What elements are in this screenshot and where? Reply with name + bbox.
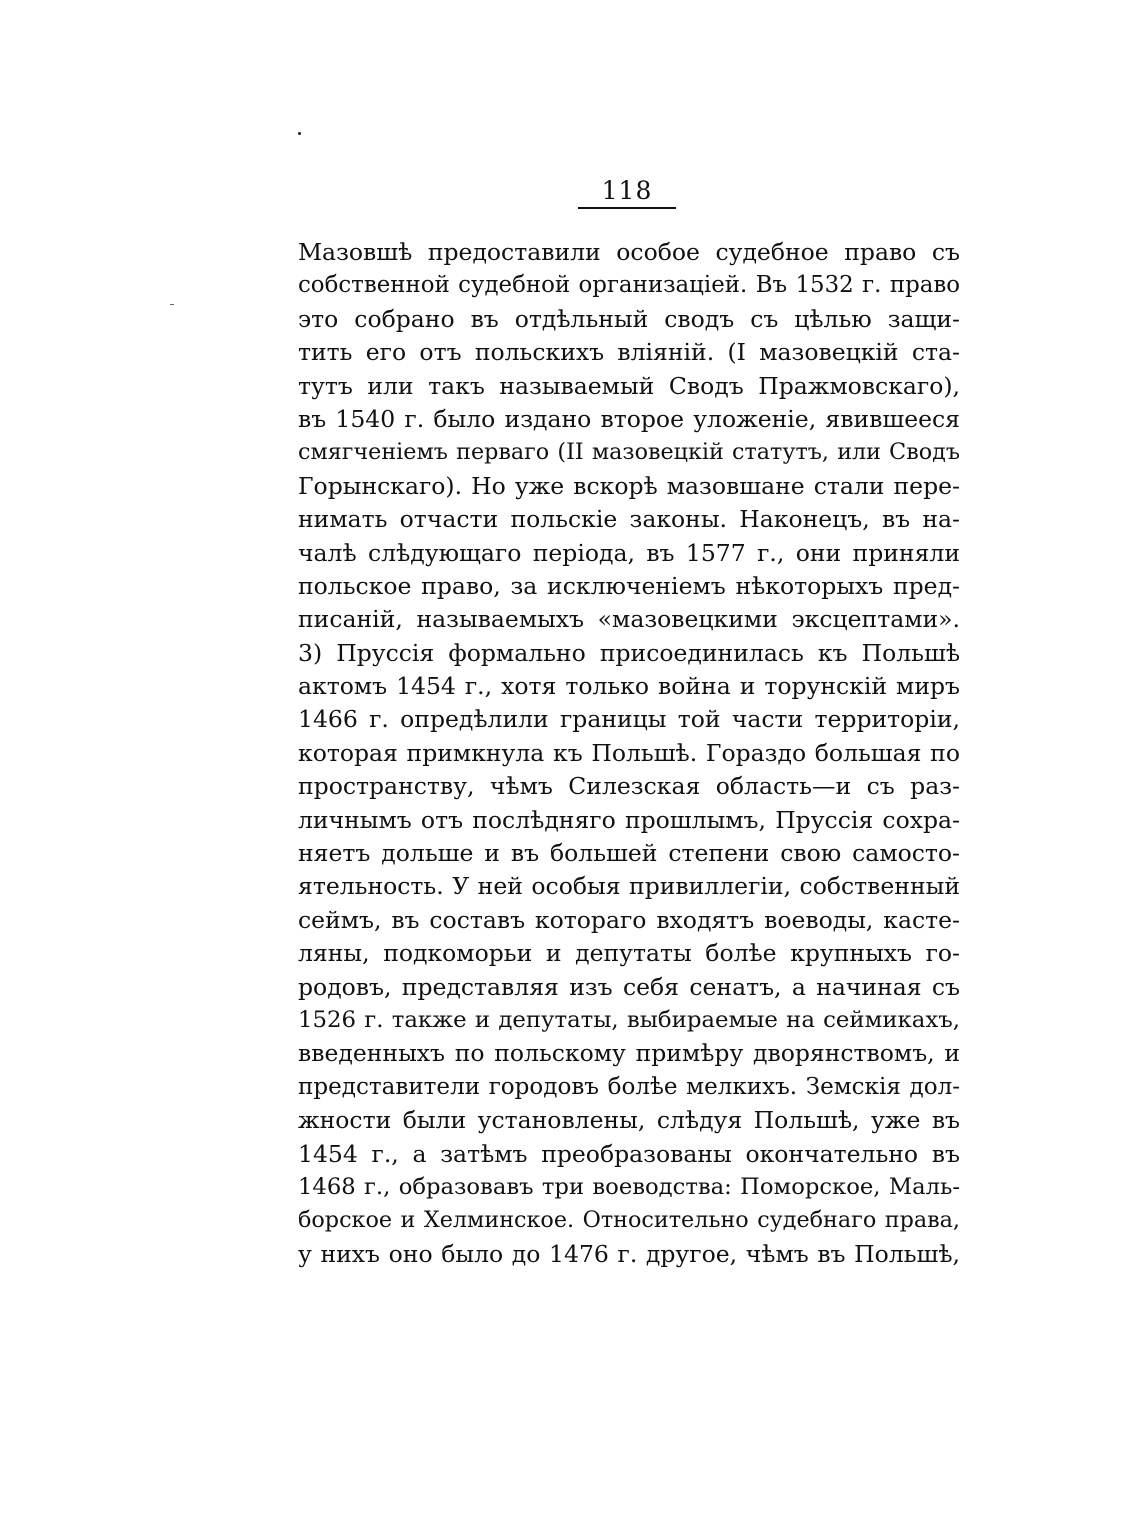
text-line: пространству, чѣмъ Силезская область—и съ раз-: [298, 772, 960, 801]
text-line: 1468 г., образовавъ три воеводства: Поморское, Маль-: [298, 1173, 960, 1200]
text-line: родовъ, представляя изъ себя сенатъ, а начиная съ: [298, 972, 960, 1001]
text-line: собственной судебной организаціей. Въ 1532 г. право: [298, 272, 960, 299]
text-line: которая примкнула къ Польшѣ. Гораздо большая по: [298, 738, 960, 767]
page-number: 118: [601, 176, 653, 205]
text-line: чалѣ слѣдующаго періода, въ 1577 г., они приняли: [298, 538, 960, 567]
text-line: 1526 г. также и депутаты, выбираемые на сеймикахъ,: [298, 1006, 960, 1033]
text-line: это собрано въ отдѣльный сводъ съ цѣлью защи-: [298, 304, 960, 333]
text-line: польское право, за исключеніемъ нѣкоторыхъ пред-: [298, 571, 960, 600]
text-line: личнымъ отъ послѣдняго прошлымъ, Пруссія сохра-: [298, 805, 960, 834]
text-line: писаній, называемыхъ «мазовецкими эксцептами».: [298, 605, 960, 634]
text-line: 3) Пруссія формально присоединилась къ Польшѣ: [298, 638, 960, 667]
stray-ink-mark: [298, 132, 301, 135]
page-number-underline: [578, 207, 676, 209]
text-line: няетъ дольше и въ большей степени свою самосто-: [298, 839, 960, 868]
text-line: ятельность. У ней особыя привиллегіи, собственный: [298, 872, 960, 901]
text-line: тить его отъ польскихъ вліяній. (I мазовецкій ста-: [298, 338, 960, 367]
text-line: у нихъ оно было до 1476 г. другое, чѣмъ въ Польшѣ,: [298, 1239, 960, 1268]
text-line: сеймъ, въ составъ котораго входятъ воеводы, касте-: [298, 905, 960, 934]
body-text: [298, 236, 960, 1271]
text-line: Горынскаго). Но уже вскорѣ мазовшане стали пере-: [298, 471, 960, 500]
text-line: смягченіемъ перваго (II мазовецкій статутъ, или Сводъ: [298, 439, 960, 466]
text-line: тутъ или такъ называемый Сводъ Пражмовскаго),: [298, 371, 960, 400]
text-line: представители городовъ болѣе мелкихъ. Земскія дол-: [298, 1073, 960, 1100]
text-line: актомъ 1454 г., хотя только война и торунскій миръ: [298, 672, 960, 701]
margin-tick-mark: [170, 304, 174, 305]
text-line: ляны, подкоморьи и депутаты болѣе крупныхъ го-: [298, 939, 960, 968]
text-line: въ 1540 г. было издано второе уложеніе, явившееся: [298, 404, 960, 433]
text-line: 1454 г., а затѣмъ преобразованы окончательно въ: [298, 1139, 960, 1168]
text-line: борское и Хелминское. Относительно судебнаго права,: [298, 1207, 960, 1234]
text-line: нимать отчасти польскіе законы. Наконецъ, въ на-: [298, 505, 960, 534]
text-line: жности были установлены, слѣдуя Польшѣ, уже въ: [298, 1106, 960, 1135]
text-line: Мазовшѣ предоставили особое судебное право съ: [298, 238, 960, 266]
text-line: введенныхъ по польскому примѣру дворянствомъ, и: [298, 1039, 960, 1068]
text-line: 1466 г. опредѣлили границы той части территоріи,: [298, 705, 960, 734]
